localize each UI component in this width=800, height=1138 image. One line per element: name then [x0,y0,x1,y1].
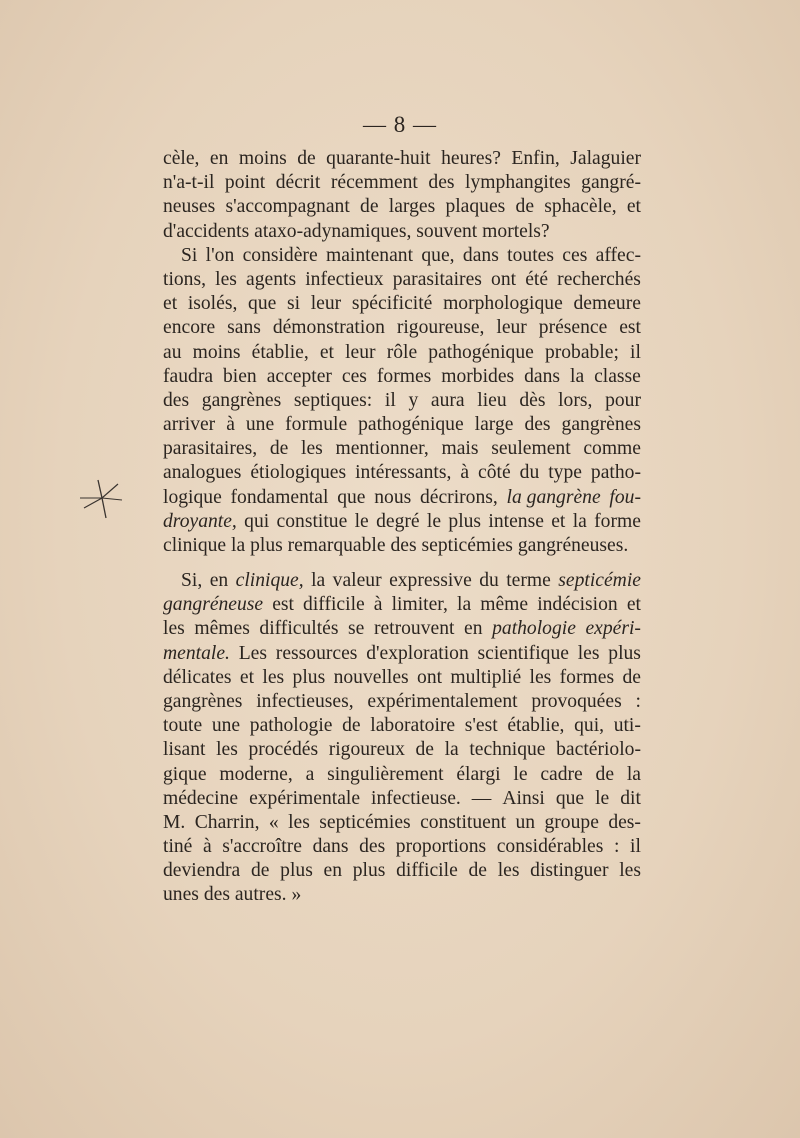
word: des [203,884,230,906]
word: formule [285,414,348,436]
word: du [519,462,540,484]
word: été [525,268,549,290]
word: d'exploration [366,642,469,664]
text-line [163,642,641,666]
word: technique [469,739,546,761]
text-line [163,437,641,461]
word: mentale. [163,642,230,664]
word: gangré- [581,172,641,194]
word: seulement [491,438,571,460]
word: des [390,535,417,556]
word: morbides [441,365,515,387]
word: ont [417,666,443,688]
word: gique [163,763,207,785]
word: intéressants, [355,462,452,484]
word: leur [345,341,376,363]
word: fou- [609,486,641,508]
word: lors, [558,389,593,411]
word: formes [376,365,432,387]
word: du [479,570,499,591]
word: à [202,836,212,858]
text-line [163,787,641,811]
word: faudra [163,365,214,387]
word: de [515,196,535,218]
text-line [163,690,641,714]
word: M. [163,811,186,833]
word: côté [478,462,511,484]
text-line [163,365,641,389]
word: les [619,860,641,882]
word: une [211,715,241,737]
word: que [337,486,366,508]
word: limiter, [391,594,448,616]
word: Jalaguier [570,148,641,169]
word: la [311,570,326,591]
word: terme [506,570,551,591]
word: bactériolo- [556,739,641,761]
word: de [595,763,615,785]
text-line [163,147,641,171]
word: mêmes [194,618,250,640]
word: lieu [477,389,507,411]
word: les [216,739,238,761]
word: ces [341,365,367,387]
word: classe [594,365,641,387]
word: Si [181,244,198,266]
word: la [572,510,587,532]
word: et [551,510,566,532]
word: parasitaires, [163,438,258,460]
word: de [468,860,487,882]
word: et [163,293,178,315]
text-line [163,763,641,787]
word: distinguer [530,860,609,882]
word: arriver [163,414,216,436]
word: en [464,618,483,640]
word: que [555,787,585,809]
word: étiologiques [250,462,347,484]
word: un [515,811,536,833]
word: toute [163,715,203,737]
word: souvent [416,220,478,242]
word: sans [227,317,261,339]
text-line [163,811,641,835]
word: l'on [205,244,235,266]
word: recherchés [557,268,641,290]
word: dit [620,787,641,809]
word: heures? [441,148,501,169]
word: expressive [389,570,472,591]
word: plus [250,535,283,556]
word: qui [244,510,270,532]
word: et [626,196,641,218]
word: pathogénique [428,341,534,363]
word: gangréneuse [163,594,264,616]
word: délicates [163,666,232,688]
word: au [163,341,182,363]
text-line [163,244,641,268]
word: dans [312,836,349,858]
text-line [163,171,641,195]
word: des [524,414,551,436]
word: sphacèle, [544,196,617,218]
word: bien [223,365,257,387]
word: est [272,594,294,616]
word: isolés, [187,293,238,315]
word: toutes [507,244,554,266]
word: expérimentale [249,787,361,809]
text-line [163,220,641,244]
word: se [348,618,365,640]
word: remarquable [287,535,386,556]
word: la [231,535,246,556]
word: septicémies [319,811,411,833]
word: de [415,739,434,761]
word: leur [310,293,342,315]
text-line [163,486,641,510]
word: ces [562,244,588,266]
word: établie, [251,341,309,363]
word: dans [462,244,499,266]
word: plus [280,860,313,882]
text-line [163,341,641,365]
word: larges [388,196,436,218]
text-line [163,292,641,316]
text-line [163,195,641,219]
word: provoquées [531,690,622,712]
word: plaques [445,196,506,218]
word: : [635,690,641,712]
word: difficile [396,860,458,882]
word: rigoureuse, [396,317,485,339]
word: type [548,462,582,484]
word: en [323,860,343,882]
word: — [471,787,492,809]
word: constitue [276,510,348,532]
word: si [286,293,301,315]
word: décrirons, [419,486,498,508]
word: pathologie [249,715,333,737]
word: et [626,594,641,616]
text-line [163,593,641,617]
word: quarante-huit [326,148,431,169]
word: singulièrement [327,763,444,785]
word: les [215,268,237,290]
word: analogues [163,462,242,484]
word: nous [374,486,412,508]
word: plus [448,510,482,532]
word: les [262,666,285,688]
word: cèle, [163,148,200,169]
word: mentionner, [335,438,429,460]
word: tions, [163,268,207,290]
word: démonstration [272,317,385,339]
word: pathogénique [358,414,464,436]
word: Enfin, [511,148,560,169]
word: d'accidents [163,220,250,242]
word: formes [559,666,615,688]
word: lisant [163,739,206,761]
page-number: — 8 — [363,112,437,137]
word: et [319,341,334,363]
word: en [209,570,229,591]
text-line [163,413,641,437]
word: gangrènes [163,690,243,712]
word: le [595,787,610,809]
paragraph-1 [163,147,641,244]
word: degré [376,510,420,532]
word: médecine [163,787,239,809]
text-block-lower [163,569,641,908]
word: les [301,438,323,460]
word: septicémies [421,535,513,556]
word: demeure [573,293,641,315]
word: septiques: [293,389,373,411]
word: ont [491,268,517,290]
word: de [297,148,316,169]
word: rigoureux [328,739,405,761]
word: le [354,510,369,532]
word: nouvelles [333,666,409,688]
word: est [619,317,641,339]
word: la [444,739,459,761]
word: spécificité [351,293,433,315]
word: maintenant [325,244,414,266]
word: dans [524,365,561,387]
word: même [480,594,529,616]
word: à [460,462,470,484]
word: la [457,594,472,616]
word: n'a-t-il [163,172,215,194]
word: de [360,196,379,218]
word: des [163,389,190,411]
word: de [622,666,641,688]
word: encore [163,317,216,339]
word: de [250,860,270,882]
word: des [428,172,455,194]
text-line [163,617,641,641]
text-line [163,666,641,690]
word: gangrènes [561,414,641,436]
text-line [163,835,641,859]
word: Les [238,642,268,664]
word: fondamental [230,486,329,508]
word: qui, [574,715,605,737]
word: accepter [266,365,332,387]
word: point [224,172,266,194]
word: infectieuses, [256,690,354,712]
word: gangrènes [201,389,282,411]
word: Si, [181,570,203,591]
word: leur [496,317,527,339]
word: plus [352,860,386,882]
word: les [497,860,520,882]
word: » [291,884,302,906]
word: considérables [496,836,604,858]
word: décrit [275,172,321,194]
word: multiplié [450,666,522,688]
text-line [163,714,641,738]
word: les [529,666,552,688]
word: constituent [420,811,507,833]
word: ataxo-adynamiques, [254,220,412,242]
word: à [373,594,383,616]
paragraph-2 [163,244,641,558]
word: infectieux [305,268,384,290]
word: autres. [234,884,287,906]
text-line [163,389,641,413]
word: les [163,618,185,640]
word: plus [292,666,326,688]
word: difficile [303,594,365,616]
word: mortels? [482,220,550,242]
word: pathologie [492,618,576,640]
word: aura [430,389,465,411]
word: unes [163,884,199,906]
word: laboratoire [370,715,456,737]
word: y [408,389,419,411]
word: s'accompagnant [225,196,350,218]
word: élargi [456,763,501,785]
word: des- [608,811,641,833]
word: le [513,763,528,785]
word: deviendra [163,860,241,882]
word: le [426,510,442,532]
word: gangréneuses. [517,535,629,556]
word: droyante, [163,510,237,532]
word: procédés [248,739,319,761]
word: que [248,293,277,315]
text-line [163,268,641,292]
text-line [163,738,641,762]
text-line [163,883,641,907]
word: la gangrène [506,486,601,508]
word: s'accroître [222,836,302,858]
word: moins [238,148,287,169]
word: forme [594,510,641,532]
word: considère [242,244,318,266]
word: et [239,666,255,688]
word: mais [441,438,479,460]
word: patho- [590,462,641,484]
text-line [163,569,641,593]
word: parasitaires [392,268,482,290]
word: Charrin, [194,811,260,833]
word: indécision [537,594,618,616]
word: intense [488,510,544,532]
text-block-upper [163,147,641,558]
word: des [359,836,386,858]
word: logique [163,486,222,508]
word: plus [608,642,641,664]
word: expéri- [585,618,641,640]
word: la [570,365,585,387]
word: rôle [386,341,418,363]
word: retrouvent [373,618,455,640]
word: agents [246,268,297,290]
word: dès [519,389,546,411]
word: établie, [507,715,565,737]
word: clinique, [235,570,304,591]
word: il [384,389,396,411]
word: les [577,642,600,664]
word: affec- [595,244,641,266]
word: présence [538,317,608,339]
word: morphologique [443,293,563,315]
word: proportions [395,836,487,858]
word: tiné [163,836,193,858]
word: pour [605,389,641,411]
text-line [163,534,641,558]
word: neuses [163,196,216,218]
word: : [613,836,620,858]
word: les [288,811,310,833]
word: récemment [330,172,418,194]
text-line [163,859,641,883]
word: de [269,438,289,460]
word: expérimentalement [367,690,518,712]
word: moderne, [219,763,293,785]
word: s'est [464,715,498,737]
word: groupe [544,811,599,833]
paragraph-3 [163,569,641,908]
word: Ainsi [502,787,545,809]
word: la [626,763,641,785]
word: septicémie [558,570,641,591]
word: clinique [163,535,227,556]
word: lymphangites [465,172,571,194]
word: uti- [613,715,641,737]
word: difficultés [259,618,339,640]
text-line [163,316,641,340]
word: comme [583,438,641,460]
text-line [163,510,641,534]
word: probable; [544,341,619,363]
word: a [305,763,315,785]
word: ressources [275,642,358,664]
text-line [163,461,641,485]
handwritten-cross-mark-icon [78,478,124,520]
word: en [209,148,229,169]
word: large [474,414,514,436]
word: à [226,414,235,436]
word: il [630,836,641,858]
word: de [342,715,361,737]
word: cadre [540,763,583,785]
word: il [630,341,641,363]
word: infectieuse. [371,787,461,809]
word: valeur [332,570,382,591]
word: que, [421,244,455,266]
word: moins [192,341,241,363]
word: scientifique [477,642,569,664]
word: une [245,414,275,436]
word: « [268,811,279,833]
